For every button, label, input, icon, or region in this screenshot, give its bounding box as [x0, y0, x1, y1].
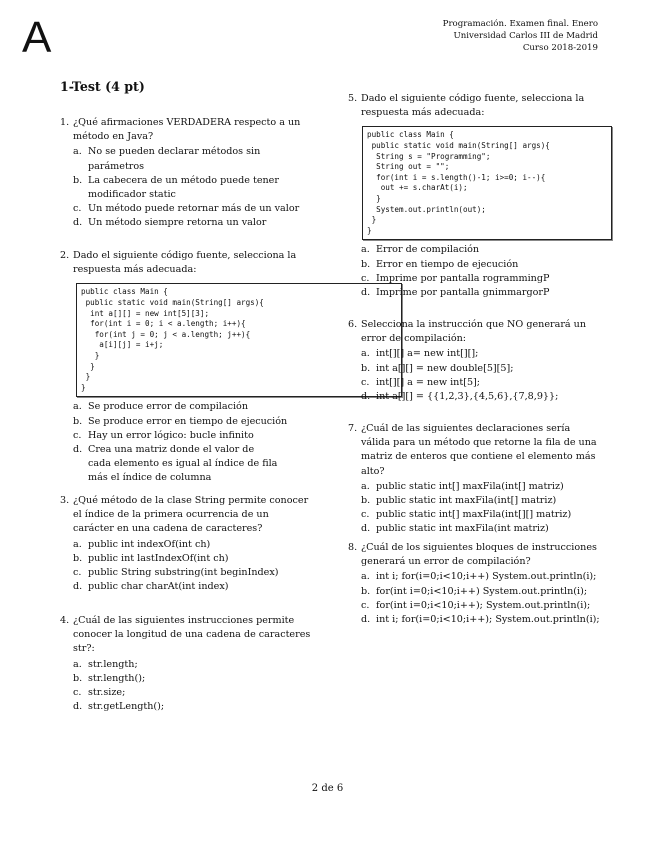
question-stem: ¿Cuál de las siguientes instrucciones permite conocer la longitud de una cadena de caracteres str?: — [73, 615, 311, 655]
option-text: La cabecera de un método puede tener modificador static — [88, 174, 279, 201]
option-letter: c. — [73, 429, 82, 441]
option-letter: d. — [361, 614, 371, 626]
option-letter: b. — [73, 174, 83, 186]
option-letter: b. — [361, 258, 371, 270]
option-letter: b. — [73, 552, 83, 564]
option-item — [361, 362, 600, 376]
question-number: 3. — [60, 495, 70, 506]
option-item — [361, 272, 600, 286]
option-item — [73, 145, 308, 173]
option-text: for(int i=0;i<10;i++) System.out.println(i); — [376, 585, 588, 597]
option-list — [60, 658, 312, 715]
header-line-course: Programación. Examen final. Enero — [442, 19, 598, 29]
question-4 — [60, 614, 312, 714]
option-item — [73, 216, 308, 230]
option-text: public char charAt(int index) — [88, 581, 229, 593]
option-text: public static int maxFila(int matriz) — [376, 523, 549, 535]
option-letter: b. — [73, 672, 83, 684]
option-text: No se pueden declarar métodos sin parámetros — [88, 146, 261, 172]
option-letter: c. — [361, 376, 370, 388]
question-stem: ¿Qué afirmaciones VERDADERA respecto a un método en Java? — [73, 117, 301, 143]
question-number: 7. — [348, 423, 358, 434]
option-letter: b. — [73, 415, 83, 427]
option-item — [361, 258, 600, 272]
option-text: for(int i=0;i<10;i++); System.out.println(i); — [376, 599, 591, 611]
option-text: Se produce error de compilación — [88, 401, 248, 413]
option-text: Error en tiempo de ejecución — [376, 258, 519, 270]
option-item — [361, 347, 600, 361]
option-text: public static int[] maxFila(int[] matriz) — [376, 480, 564, 492]
option-text: int a[][] = new double[5][5]; — [376, 362, 514, 374]
option-item — [361, 243, 600, 257]
option-letter: c. — [73, 687, 82, 699]
option-text: Imprime por pantalla gnimmargorP — [376, 286, 550, 298]
option-list — [60, 400, 312, 485]
option-list — [348, 243, 600, 300]
option-text: Error de compilación — [376, 244, 480, 256]
option-item — [73, 580, 312, 594]
option-item — [73, 174, 308, 202]
option-list — [348, 480, 600, 537]
option-letter: a. — [361, 571, 370, 583]
question-1 — [60, 116, 308, 231]
option-text: Hay un error lógico: bucle infinito — [88, 429, 254, 441]
option-list — [60, 145, 308, 230]
question-number: 2. — [60, 250, 70, 261]
option-text: Crea una matriz donde el valor de cada elemento es igual al índice de fila más el índice de columna — [88, 443, 278, 484]
question-3 — [60, 494, 312, 594]
option-text: Un método siempre retorna un valor — [88, 217, 267, 229]
option-letter: c. — [73, 567, 82, 579]
option-item — [361, 599, 603, 613]
option-letter: b. — [361, 585, 371, 597]
option-item — [361, 508, 600, 522]
option-text: public String substring(int beginIndex) — [88, 567, 279, 579]
question-number: 5. — [348, 93, 358, 104]
question-stem: ¿Qué método de la clase String permite conocer el índice de la primera ocurrencia de un carácter en una cadena de caracteres? — [73, 495, 309, 535]
option-text: int a[][] = {{1,2,3},{4,5,6},{7,8,9}}; — [376, 391, 559, 403]
option-item — [73, 672, 312, 686]
question-number: 1. — [60, 117, 70, 128]
option-text: public static int maxFila(int[] matriz) — [376, 495, 557, 507]
option-letter: a. — [73, 146, 82, 158]
option-letter: d. — [361, 523, 371, 535]
option-letter: c. — [361, 599, 370, 611]
option-letter: d. — [361, 391, 371, 403]
option-item — [73, 443, 278, 486]
option-item — [361, 494, 600, 508]
section-title: 1-Test (4 pt) — [60, 79, 145, 94]
option-text: public static int[] maxFila(int[][] matriz) — [376, 509, 572, 521]
header-line-university: Universidad Carlos III de Madrid — [453, 31, 598, 42]
option-letter: d. — [73, 443, 83, 455]
question-7 — [348, 422, 600, 537]
option-letter: d. — [73, 581, 83, 593]
option-list — [348, 570, 603, 627]
question-2 — [60, 249, 312, 486]
option-item — [73, 686, 312, 700]
option-item — [361, 522, 600, 536]
question-stem: ¿Cuál de las siguientes declaraciones sería válida para un método que retorne la fila de una matriz de enteros que contiene el elemento más alto? — [361, 423, 597, 477]
question-number: 4. — [60, 615, 70, 626]
option-item — [73, 700, 312, 714]
option-text: int i; for(i=0;i<10;i++); System.out.println(i); — [376, 614, 600, 626]
option-item — [73, 552, 312, 566]
question-number: 6. — [348, 319, 358, 330]
option-text: str.length(); — [88, 672, 146, 684]
option-text: Imprime por pantalla rogrammingP — [376, 272, 550, 284]
option-item — [73, 415, 312, 429]
option-letter: b. — [361, 362, 371, 374]
option-text: int[][] a = new int[5]; — [376, 376, 481, 388]
option-item — [73, 566, 312, 580]
option-text: Un método puede retornar más de un valor — [88, 203, 300, 215]
exam-version-letter: A — [22, 13, 52, 62]
option-item — [73, 538, 312, 552]
option-item — [73, 658, 312, 672]
option-letter: d. — [361, 286, 371, 298]
option-text: public int lastIndexOf(int ch) — [88, 552, 229, 564]
option-text: public int indexOf(int ch) — [88, 538, 211, 550]
option-text: str.length; — [88, 658, 138, 670]
question-stem: Dado el siguiente código fuente, selecciona la respuesta más adecuada: — [361, 93, 585, 119]
code-block: public class Main { public static void main(String[] args){ String s = "Programming"; String out = ""; for(int i = s.length()-1; i>=0; i--){ out += s.charAt(i); } System.out.println(out); } } — [362, 126, 612, 240]
question-stem: ¿Cuál de los siguientes bloques de instrucciones generará un error de compilación? — [361, 542, 597, 568]
option-text: Se produce error en tiempo de ejecución — [88, 415, 288, 427]
option-text: int[][] a= new int[][]; — [376, 348, 479, 360]
code-block: public class Main { public static void main(String[] args){ int a[][] = new int[5][3]; for(int i = 0; i < a.length; i++){ for(int j = 0; j < a.length; j++){ a[i][j] = i+j; } } } } — [76, 283, 402, 397]
question-stem: Dado el siguiente código fuente, selecciona la respuesta más adecuada: — [73, 250, 297, 276]
option-item — [361, 286, 600, 300]
option-letter: b. — [361, 495, 371, 507]
page-header — [443, 18, 598, 55]
option-letter: a. — [73, 658, 82, 670]
option-letter: a. — [73, 401, 82, 413]
question-8 — [348, 541, 603, 627]
question-number: 8. — [348, 542, 358, 553]
option-letter: a. — [73, 538, 82, 550]
option-letter: a. — [361, 244, 370, 256]
option-letter: d. — [73, 701, 83, 713]
option-letter: a. — [361, 480, 370, 492]
option-letter: d. — [73, 217, 83, 229]
option-letter: c. — [361, 509, 370, 521]
option-item — [361, 480, 600, 494]
option-letter: a. — [361, 348, 370, 360]
option-item — [361, 390, 600, 404]
option-text: str.getLength(); — [88, 701, 165, 713]
question-6 — [348, 318, 600, 404]
option-item — [73, 400, 312, 414]
option-item — [361, 613, 603, 627]
option-list — [348, 347, 600, 404]
option-text: int i; for(i=0;i<10;i++) System.out.println(i); — [376, 571, 597, 583]
option-text: str.size; — [88, 687, 126, 699]
option-letter: c. — [361, 272, 370, 284]
option-letter: c. — [73, 203, 82, 215]
option-item — [361, 376, 600, 390]
option-item — [361, 570, 603, 584]
option-item — [73, 202, 308, 216]
option-item — [73, 429, 312, 443]
option-list — [60, 538, 312, 595]
question-stem: Selecciona la instrucción que NO generará un error de compilación: — [361, 319, 587, 345]
question-5 — [348, 92, 600, 300]
header-line-year: Curso 2018-2019 — [522, 43, 598, 54]
option-item — [361, 585, 603, 599]
page-number: 2 de 6 — [311, 783, 344, 794]
